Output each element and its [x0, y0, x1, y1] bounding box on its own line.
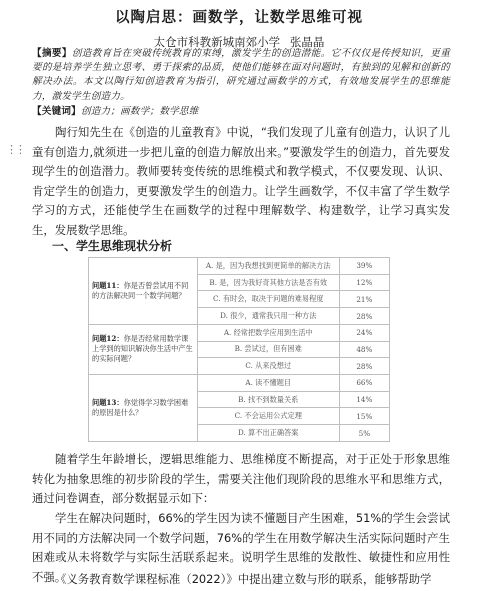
document-title: 以陶启思：画数学，让数学思维可视 [115, 9, 363, 26]
table-row [89, 324, 390, 341]
survey-table [88, 257, 390, 442]
abstract-label: 【摘要】 [32, 48, 72, 59]
drag-handle-icon[interactable]: ⋮⋮ [6, 143, 24, 156]
percent-cell: 14% [339, 391, 389, 408]
option-cell: A. 经常把数学应用到生活中 [197, 324, 339, 341]
option-cell: D. 很少，通常我只用一种方法 [197, 308, 339, 325]
option-cell: C. 不会运用公式定理 [197, 408, 339, 425]
section-heading: 一、学生思维现状分析 [52, 239, 173, 253]
percent-cell: 48% [339, 341, 389, 358]
question-cell: 问题12：你是否经常用数学课上学到的知识解决你生活中产生的实际问题？ [89, 324, 198, 374]
percent-cell: 24% [339, 324, 389, 341]
option-cell: B. 尝试过，但有困难 [197, 341, 339, 358]
percent-cell: 28% [339, 358, 389, 375]
option-cell: D. 算不出正确答案 [197, 425, 339, 442]
author-school: 太仓市科教新城南郊小学 [153, 35, 281, 49]
keywords-text: 创造力；画数学；数学思维 [80, 106, 199, 117]
author-name: 张晶晶 [289, 35, 325, 49]
option-cell: A. 读不懂题目 [197, 375, 339, 392]
paragraph-intro: 陶行知先生在《创造的儿童教育》中说，“我们发现了儿童有创造力，认识了儿童有创造力,就须进一步把儿童的创造力解放出来。”要激发学生的创造力，首先要发现学生的创造潜力。教师要转变传统的思维模式和教学模式，不仅要发现、认识、肯定学生的创造力，更要激发学生的创造力。让学生画数学，不仅丰富了学生数学学习的方式，还能使学生在画数学的过程中理解数学、构建数学，让学习真实发生，发展数学思维。 [32, 125, 450, 237]
keywords [32, 105, 450, 119]
option-cell: C. 有时会，取决于问题的难易程度 [197, 291, 339, 308]
option-cell: B. 找不到数量关系 [197, 391, 339, 408]
percent-cell: 28% [339, 308, 389, 325]
abstract [32, 47, 450, 104]
question-cell: 问题11：你是否曾尝试用不同的方法解决同一个数学问题？ [89, 258, 198, 325]
option-cell: A. 是，因为我想找到更简单的解决方法 [197, 258, 339, 275]
percent-cell: 5% [339, 425, 389, 442]
percent-cell: 12% [339, 274, 389, 291]
paragraph-survey-intro: 随着学生年龄增长，逻辑思维能力、思维梯度不断提高，对于正处于形象思维转化为抽象思维的初步阶段的学生，需要关注他们现阶段的思维水平和思维方式，通过问卷调查，部分数据显示如下： [32, 452, 450, 506]
percent-cell: 15% [339, 408, 389, 425]
abstract-text: 创造教育旨在突破传统教育的束缚，激发学生的创造潜能。它不仅仅是传授知识，更重要的是培养学生独立思考、勇于探索的品质，使他们能够在面对问题时，有独到的见解和创新的解决办法。本文以陶行知创造教育为指引，研究通过画数学的方式，有效地发展学生的思维能力，激发学生创造力。 [32, 48, 450, 102]
option-cell: C. 从来没想过 [197, 358, 339, 375]
option-cell: B. 是，因为我好奇其他方法是否有效 [197, 274, 339, 291]
table-row [89, 258, 390, 275]
table-row [89, 375, 390, 392]
paragraph-curriculum: 《义务教育数学课程标准（2022）》中提出建立数与形的联系，能够帮助学 [55, 572, 432, 586]
keywords-label: 【关键词】 [32, 106, 81, 117]
paragraph-survey-analysis: 学生在解决问题时，66%的学生因为读不懂题目产生困难，51%的学生会尝试用不同的方法解决同一个数学问题，76%的学生在用数学解决生活实际问题时产生困难或从未将数学与实际生活联系起来。说明学生思维的发散性、敏捷性和应用性不强。 [32, 511, 450, 584]
question-cell: 问题13：你觉得学习数学困难的原因是什么？ [89, 375, 198, 442]
percent-cell: 66% [339, 375, 389, 392]
percent-cell: 21% [339, 291, 389, 308]
percent-cell: 39% [339, 258, 389, 275]
